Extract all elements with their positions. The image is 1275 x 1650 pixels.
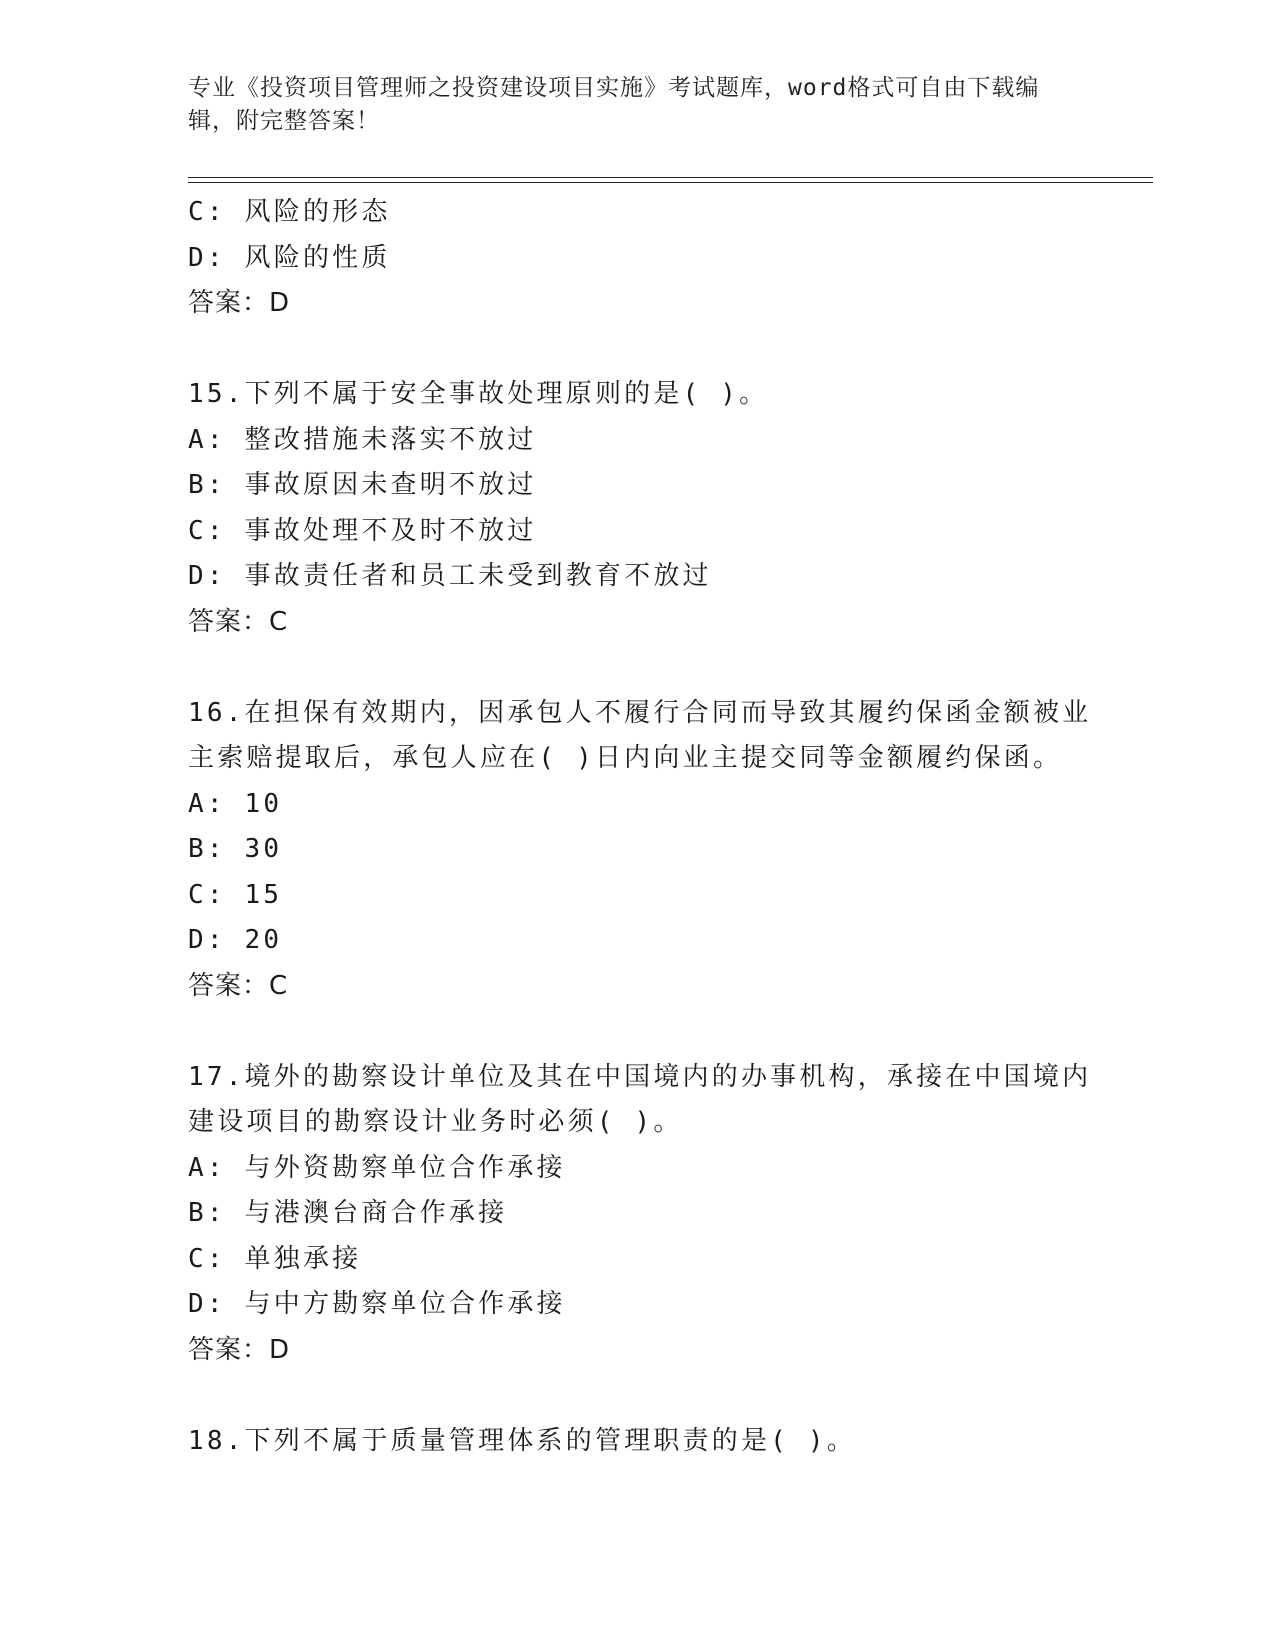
option-b: B: 与港澳台商合作承接: [188, 1198, 508, 1228]
question-stem-line-1: 16.在担保有效期内，因承包人不履行合同而导致其履约保函金额被业: [188, 697, 1092, 728]
header-line-1: 专业《投资项目管理师之投资建设项目实施》考试题库，word格式可自由下载编: [188, 75, 1040, 101]
question-15: [188, 372, 1108, 645]
question-18: [188, 1419, 1108, 1465]
answer-line: 答案：C: [188, 970, 289, 1001]
question-stem: 15.下列不属于安全事故处理原则的是( )。: [188, 379, 769, 409]
answer-line: 答案：D: [188, 288, 291, 318]
question-stem-line-2: 建设项目的勘察设计业务时必须( )。: [188, 1107, 683, 1137]
answer-line: 答案：C: [188, 606, 289, 637]
question-stem-line-2: 主索赔提取后，承包人应在( )日内向业主提交同等金额履约保函。: [188, 743, 1063, 773]
spacer: [188, 327, 1108, 373]
option-b: B: 事故原因未查明不放过: [188, 470, 537, 500]
option-a: A: 10: [188, 788, 283, 819]
option-b: B: 30: [188, 834, 283, 864]
header-rule-bottom: [188, 182, 1153, 183]
question-14-continuation: [188, 190, 1108, 327]
header-rule-top: [188, 177, 1153, 178]
option-c: C: 风险的形态: [188, 197, 391, 227]
option-d: D: 事故责任者和员工未受到教育不放过: [188, 561, 712, 591]
option-c: C: 事故处理不及时不放过: [188, 515, 537, 546]
option-a: A: 与外资勘察单位合作承接: [188, 1152, 566, 1183]
spacer: [188, 1009, 1108, 1055]
spacer: [188, 645, 1108, 691]
option-a: A: 整改措施未落实不放过: [188, 424, 537, 455]
spacer: [188, 1373, 1108, 1419]
question-list: [188, 190, 1108, 1464]
document-header: [188, 72, 1068, 138]
option-c: C: 单独承接: [188, 1243, 362, 1274]
question-stem: 18.下列不属于质量管理体系的管理职责的是( )。: [188, 1425, 856, 1456]
answer-line: 答案：D: [188, 1334, 291, 1365]
option-d: D: 与中方勘察单位合作承接: [188, 1289, 566, 1319]
header-line-2: 辑，附完整答案！: [188, 108, 380, 134]
option-d: D: 20: [188, 925, 283, 955]
question-stem-line-1: 17.境外的勘察设计单位及其在中国境内的办事机构，承接在中国境内: [188, 1061, 1092, 1092]
question-16: [188, 691, 1108, 1010]
option-d: D: 风险的性质: [188, 242, 391, 273]
option-c: C: 15: [188, 879, 283, 910]
question-17: [188, 1055, 1108, 1374]
